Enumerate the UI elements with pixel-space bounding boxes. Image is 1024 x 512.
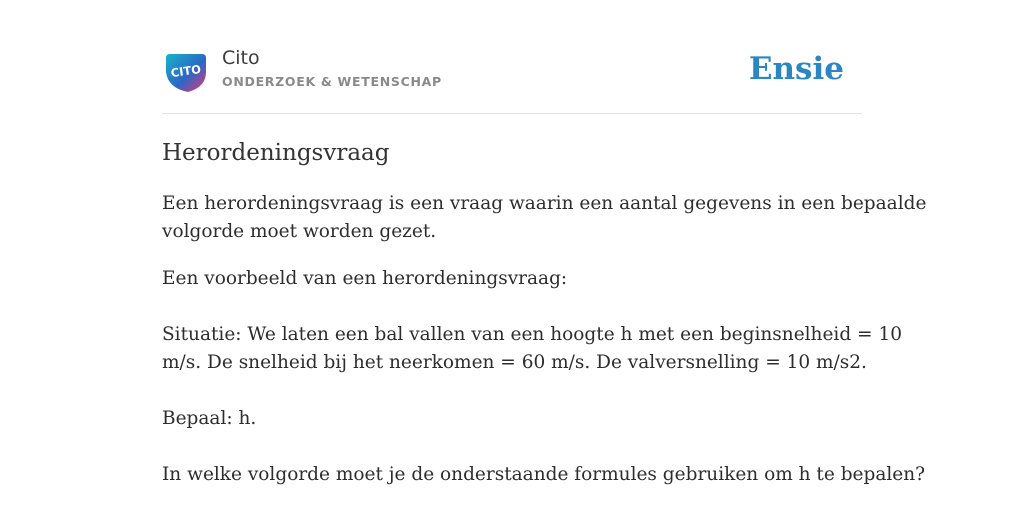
- article: [162, 138, 927, 489]
- org-name[interactable]: Cito: [222, 47, 260, 69]
- logo-text: CITO: [169, 61, 202, 81]
- task-text: Bepaal: h.: [162, 408, 257, 429]
- spacer: [162, 433, 862, 461]
- header: [162, 40, 862, 114]
- spacer: [162, 377, 862, 405]
- situation-line-2: m/s. De snelheid bij het neerkomen = 60 m/s. De valversnelling = 10 m/s2.: [162, 352, 867, 373]
- example-heading: Een voorbeeld van een herordeningsvraag:: [162, 268, 568, 289]
- question-text: In welke volgorde moet je de onderstaande formules gebruiken om h te bepalen?: [162, 464, 926, 485]
- cito-logo[interactable]: [164, 50, 208, 94]
- situation-line-1: Situatie: We laten een bal vallen van een hoogte h met een beginsnelheid = 10: [162, 324, 902, 345]
- brand-logo[interactable]: Ensie: [748, 51, 844, 87]
- article-title: Herordeningsvraag: [162, 140, 390, 166]
- spacer: [162, 293, 862, 321]
- org-subtitle: ONDERZOEK & WETENSCHAP: [222, 74, 442, 89]
- intro-line-2: volgorde moet worden gezet.: [162, 221, 437, 242]
- intro-line-1: Een herordeningsvraag is een vraag waarin een aantal gegevens in een bepaalde: [162, 193, 927, 214]
